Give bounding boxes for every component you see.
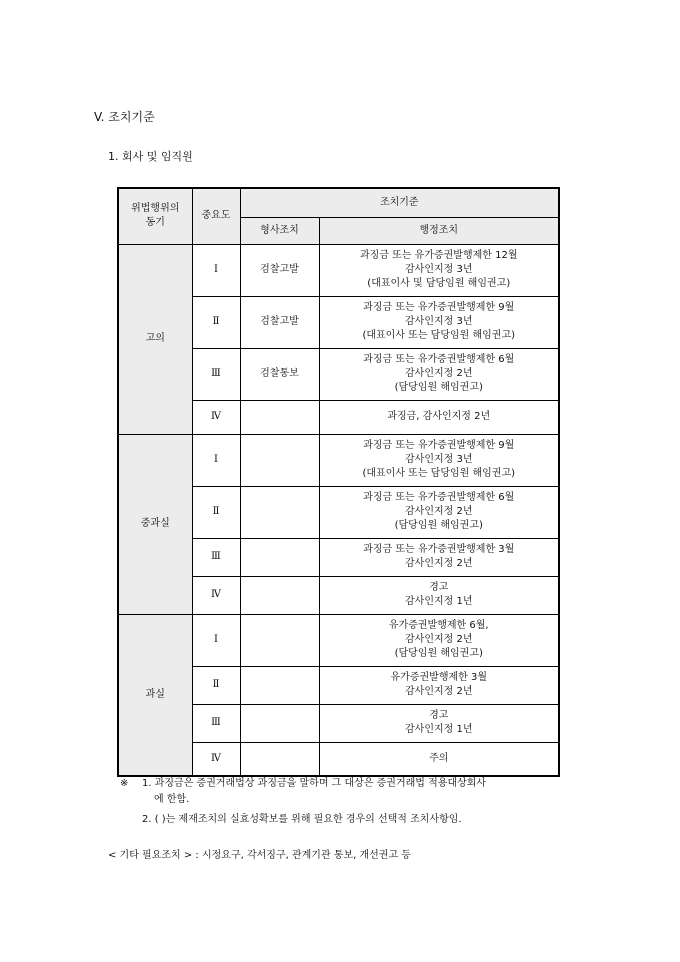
notes	[120, 776, 570, 828]
administrative-measure-line: 유가증권발행제한 3월	[390, 672, 487, 683]
criminal-measure	[240, 704, 319, 742]
importance-level: Ⅱ	[192, 486, 240, 538]
administrative-measure-line: 감사인지정 2년	[405, 506, 473, 517]
importance-level: Ⅲ	[192, 704, 240, 742]
criminal-measure	[240, 486, 319, 538]
header-importance: 중요도	[192, 188, 240, 244]
administrative-measure-line: 감사인지정 3년	[405, 454, 473, 465]
administrative-measure	[319, 486, 559, 538]
criminal-measure: 검찰고발	[240, 296, 319, 348]
administrative-measure-line: 감사인지정 1년	[405, 596, 473, 607]
importance-level: Ⅳ	[192, 400, 240, 434]
administrative-measure-line: 주의	[429, 752, 449, 764]
criminal-measure	[240, 666, 319, 704]
administrative-measure	[319, 742, 559, 776]
administrative-measure-line: 감사인지정 1년	[405, 724, 473, 735]
importance-level: Ⅳ	[192, 742, 240, 776]
table-row	[118, 244, 559, 296]
importance-level: Ⅱ	[192, 666, 240, 704]
administrative-measure-line: 과징금 또는 유가증권발행제한 9월	[363, 302, 515, 313]
administrative-measure-line: 과징금 또는 유가증권발행제한 12월	[360, 250, 518, 261]
administrative-measure-line: 감사인지정 3년	[405, 264, 473, 275]
criminal-measure	[240, 742, 319, 776]
administrative-measure-line: 과징금, 감사인지정 2년	[387, 411, 491, 422]
administrative-measure	[319, 348, 559, 400]
criminal-measure	[240, 614, 319, 666]
extra-measures: < 기타 필요조치 > : 시정요구, 각서징구, 관계기관 통보, 개선권고 등	[108, 850, 411, 861]
criminal-measure: 검찰통보	[240, 348, 319, 400]
header-administrative: 행정조치	[319, 217, 559, 244]
administrative-measure-line: (대표이사 또는 담당임원 해임권고)	[362, 330, 516, 341]
motive-cell: 고의	[118, 244, 192, 434]
administrative-measure-line: 감사인지정 3년	[405, 316, 473, 327]
administrative-measure-line: 과징금 또는 유가증권발행제한 9월	[363, 440, 515, 451]
header-measures: 조치기준	[240, 188, 559, 217]
criminal-measure	[240, 538, 319, 576]
note-2: 2. ( )는 제재조치의 실효성확보를 위해 필요한 경우의 선택적 조치사항임.	[142, 814, 462, 825]
administrative-measure-line: (담당임원 해임권고)	[394, 382, 483, 393]
administrative-measure-line: 감사인지정 2년	[405, 686, 473, 697]
administrative-measure-line: 과징금 또는 유가증권발행제한 6월	[363, 492, 515, 503]
administrative-measure-line: (대표이사 또는 담당임원 해임권고)	[362, 468, 516, 479]
table-row	[118, 434, 559, 486]
importance-level: Ⅲ	[192, 538, 240, 576]
administrative-measure	[319, 296, 559, 348]
header-criminal: 형사조치	[240, 217, 319, 244]
subsection-title: 1. 회사 및 임직원	[108, 150, 193, 163]
administrative-measure-line: 과징금 또는 유가증권발행제한 3월	[363, 544, 515, 555]
table-row	[118, 614, 559, 666]
administrative-measure	[319, 704, 559, 742]
measures-table	[117, 187, 560, 777]
administrative-measure-line: 유가증권발행제한 6월,	[388, 620, 489, 631]
criminal-measure	[240, 400, 319, 434]
criminal-measure	[240, 576, 319, 614]
administrative-measure-line: (담당임원 해임권고)	[394, 648, 483, 659]
administrative-measure-line: 경고	[429, 710, 449, 721]
administrative-measure	[319, 576, 559, 614]
importance-level: Ⅲ	[192, 348, 240, 400]
section-title: V. 조치기준	[94, 110, 155, 124]
administrative-measure-line: (담당임원 해임권고)	[394, 520, 483, 531]
administrative-measure	[319, 244, 559, 296]
administrative-measure-line: 감사인지정 2년	[405, 634, 473, 645]
administrative-measure	[319, 434, 559, 486]
header-motive: 위법행위의 동기	[118, 188, 192, 244]
importance-level: Ⅱ	[192, 296, 240, 348]
note-1-continued: 에 한함.	[154, 794, 190, 805]
importance-level: Ⅰ	[192, 244, 240, 296]
administrative-measure-line: (대표이사 및 담당임원 해임권고)	[367, 278, 511, 289]
importance-level: Ⅰ	[192, 434, 240, 486]
administrative-measure	[319, 538, 559, 576]
importance-level: Ⅰ	[192, 614, 240, 666]
note-mark: ※	[120, 778, 129, 789]
importance-level: Ⅳ	[192, 576, 240, 614]
administrative-measure-line: 과징금 또는 유가증권발행제한 6월	[363, 354, 515, 365]
criminal-measure: 검찰고발	[240, 244, 319, 296]
administrative-measure	[319, 666, 559, 704]
motive-cell: 과실	[118, 614, 192, 776]
administrative-measure-line: 경고	[429, 582, 449, 593]
administrative-measure-line: 감사인지정 2년	[405, 368, 473, 379]
administrative-measure	[319, 400, 559, 434]
note-1: 1. 과징금은 증권거래법상 과징금을 말하며 그 대상은 증권거래법 적용대상회사	[142, 778, 487, 789]
administrative-measure-line: 감사인지정 2년	[405, 558, 473, 569]
criminal-measure	[240, 434, 319, 486]
administrative-measure	[319, 614, 559, 666]
motive-cell: 중과실	[118, 434, 192, 614]
